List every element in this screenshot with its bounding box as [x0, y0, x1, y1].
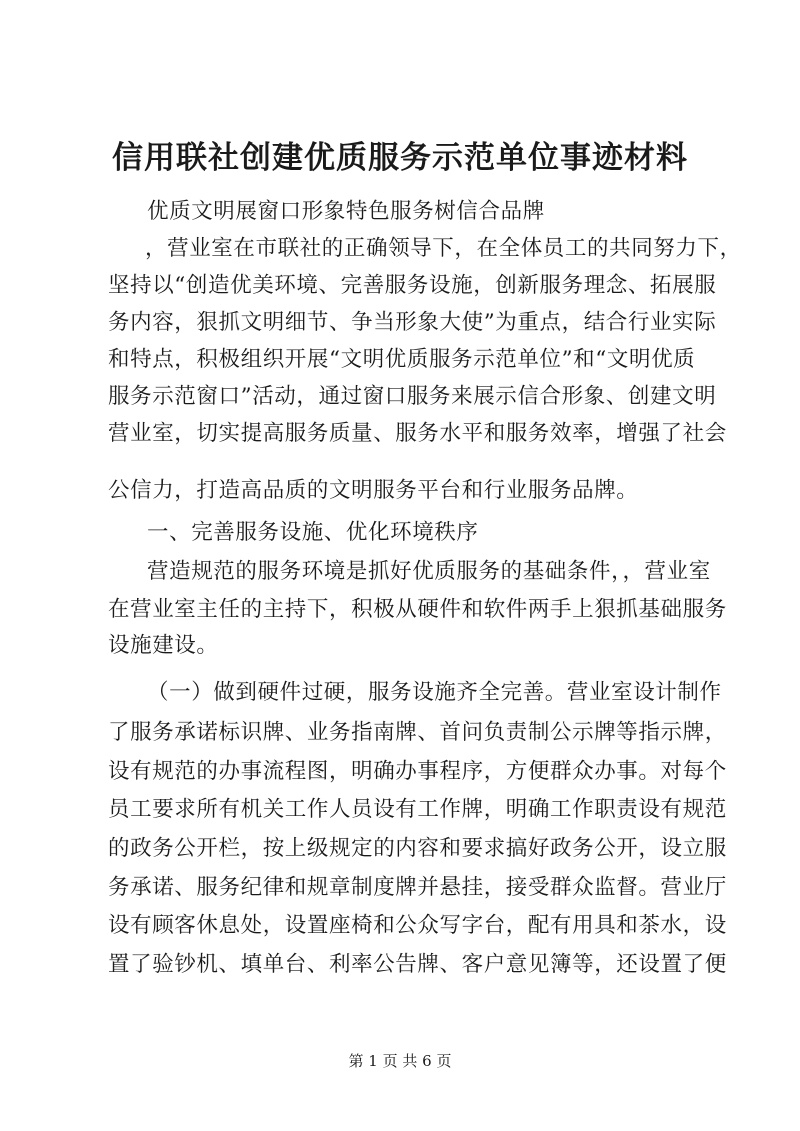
text-line: 坚持以“创造优美环境、完善服务设施，创新服务理念、拓展服	[108, 273, 717, 298]
page-number-footer: 第 1 页 共 6 页	[348, 1052, 452, 1070]
document-title: 信用联社创建优质服务示范单位事迹材料	[112, 140, 688, 176]
text-line: 营造规范的服务环境是抓好优质服务的基础条件，，营业室	[147, 559, 711, 584]
section-heading: 一、完善服务设施、优化环境秩序	[147, 520, 479, 545]
text-line: ，营业室在市联社的正确领导下，在全体员工的共同努力下，	[145, 236, 742, 261]
text-line: 务内容，狠抓文明细节、争当形象大使”为重点，结合行业实际	[108, 310, 717, 335]
text-line: 员工要求所有机关工作人员设有工作牌，明确工作职责设有规范	[108, 797, 727, 822]
text-line: 务承诺、服务纪律和规章制度牌并悬挂，接受群众监督。营业厅	[108, 875, 727, 900]
text-line: 设施建设。	[108, 633, 219, 658]
text-line: 优质文明展窗口形象特色服务树信合品牌	[147, 199, 545, 224]
text-line: （一）做到硬件过硬，服务设施齐全完善。营业室设计制作	[147, 680, 722, 705]
text-line: 了服务承诺标识牌、业务指南牌、首问负责制公示牌等指示牌，	[108, 720, 727, 745]
text-line: 营业室，切实提高服务质量、服务水平和服务效率，增强了社会	[108, 421, 727, 446]
text-line: 服务示范窗口”活动，通过窗口服务来展示信合形象、创建文明	[108, 384, 717, 409]
text-line: 公信力，打造高品质的文明服务平台和行业服务品牌。	[108, 478, 639, 503]
text-line: 设有规范的办事流程图，明确办事程序，方便群众办事。对每个	[108, 759, 727, 784]
text-line: 和特点，积极组织开展“文明优质服务示范单位”和“文明优质	[108, 347, 696, 372]
text-line: 设有顾客休息处，设置座椅和公众写字台，配有用具和茶水，设	[108, 913, 727, 938]
text-line: 在营业室主任的主持下，积极从硬件和软件两手上狠抓基础服务	[108, 597, 727, 622]
text-line: 的政务公开栏，按上级规定的内容和要求搞好政务公开，设立服	[108, 836, 727, 861]
text-line: 置了验钞机、填单台、利率公告牌、客户意见簿等，还设置了便	[108, 952, 727, 977]
